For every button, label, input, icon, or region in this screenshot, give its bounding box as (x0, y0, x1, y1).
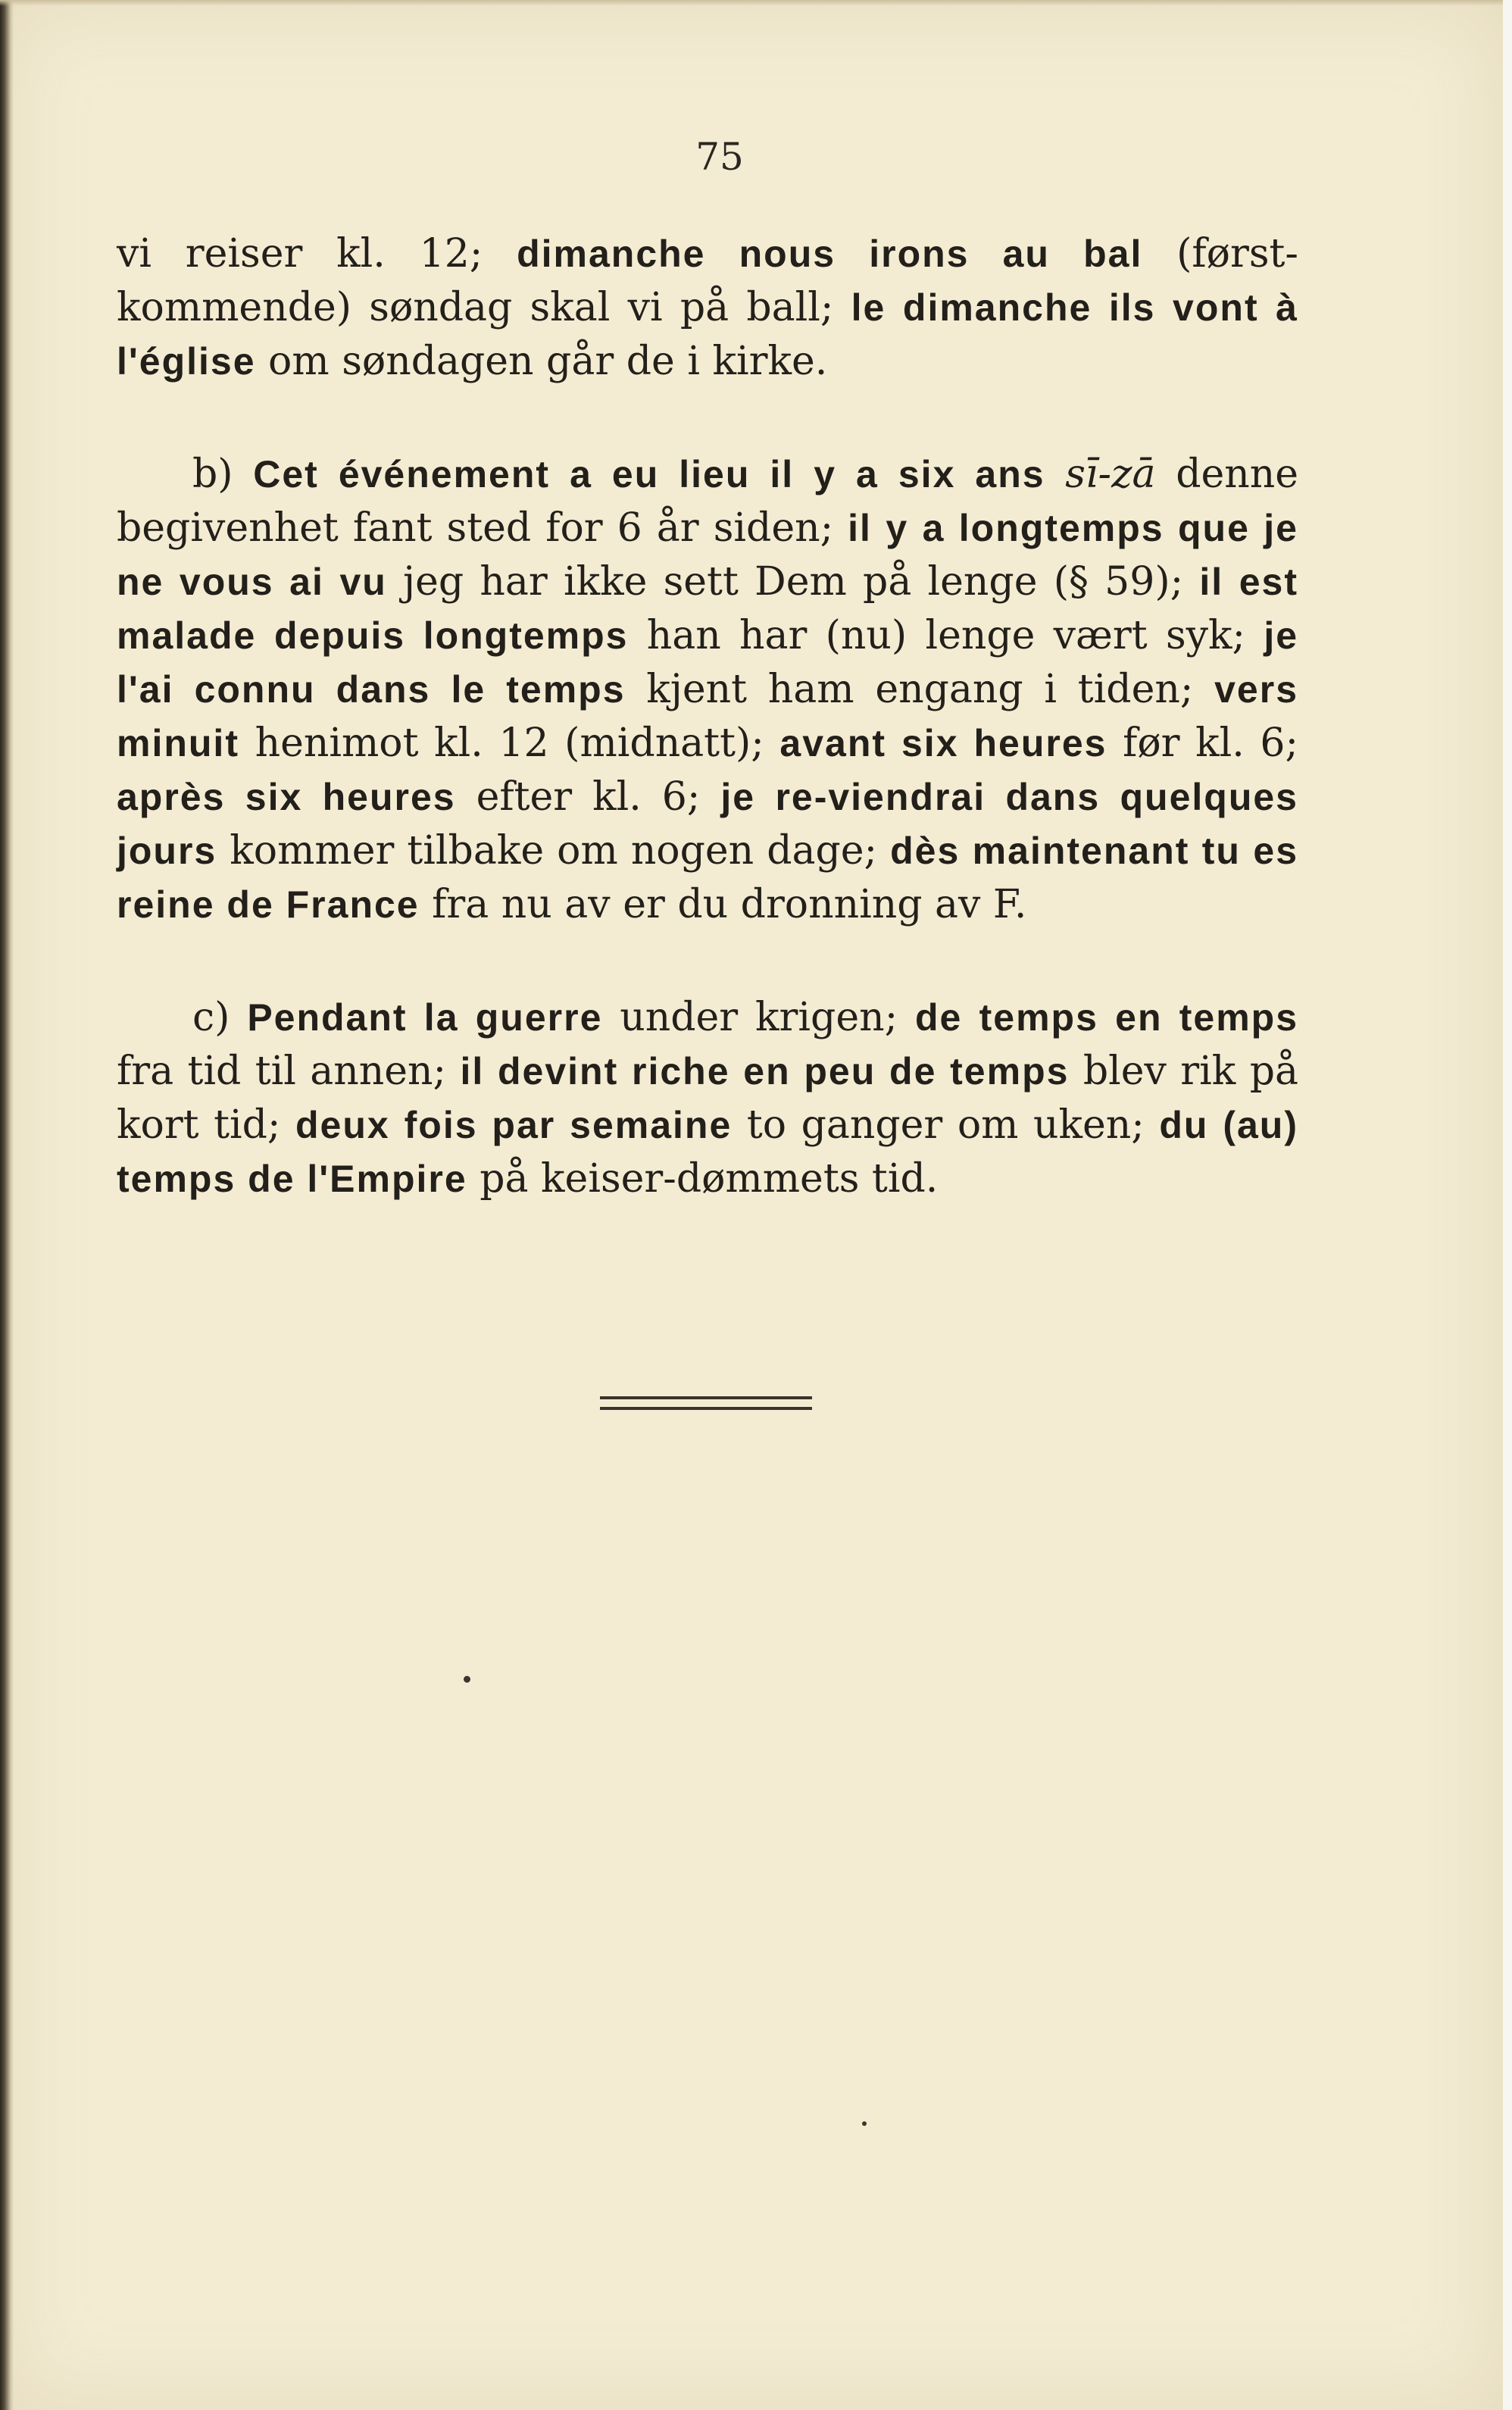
norwegian-text: under krigen; (602, 995, 916, 1040)
norwegian-text: fra nu av er du dronning av F. (419, 882, 1027, 927)
page-margin-edge (1503, 0, 1512, 2410)
norwegian-text: b) (192, 452, 254, 497)
norwegian-text: kommer tilbake om nogen dage; (217, 828, 891, 874)
french-phrase: je re-viendrai dans quelques jours (117, 776, 1298, 872)
norwegian-text: før kl. 6; (1107, 720, 1298, 766)
french-phrase: dès maintenant tu es reine de France (117, 830, 1298, 926)
norwegian-text: om søndagen går de i kirke. (255, 339, 828, 384)
norwegian-text: (først-kommende) søndag skal vi på ball; (117, 231, 1298, 330)
norwegian-text: denne begivenhet fant sted for 6 år siden; (117, 452, 1299, 551)
pronunciation-note: sī-zā (1065, 452, 1156, 497)
french-phrase: il devint riche en peu de temps (460, 1050, 1070, 1092)
section-divider-line (600, 1407, 812, 1410)
book-spine-shadow (0, 0, 14, 2410)
body-text (117, 227, 1298, 1265)
paragraph-a (117, 227, 1298, 389)
norwegian-text: han har (nu) lenge vært syk; (628, 613, 1264, 658)
section-divider-line (600, 1396, 812, 1399)
page-top-edge (0, 0, 1503, 6)
french-phrase: il est malade depuis longtemps (117, 561, 1298, 657)
french-phrase: de temps en temps (915, 996, 1298, 1039)
french-phrase: deux fois par semaine (295, 1104, 733, 1146)
french-phrase: avant six heures (779, 722, 1107, 764)
norwegian-text: c) (192, 995, 248, 1040)
norwegian-text: på keiser-dømmets tid. (467, 1156, 939, 1202)
norwegian-text: to ganger om uken; (732, 1102, 1160, 1148)
paper-speck (464, 1676, 470, 1683)
norwegian-text: kjent ham engang i tiden; (625, 667, 1215, 712)
french-phrase: après six heures (117, 776, 456, 818)
french-phrase: Pendant la guerre (247, 996, 603, 1039)
french-phrase: du (au) temps de l'Empire (117, 1104, 1298, 1200)
page-number: 75 (695, 135, 744, 179)
norwegian-text: henimot kl. 12 (midnatt); (239, 720, 780, 766)
norwegian-text: vi reiser kl. 12; (117, 231, 517, 277)
norwegian-text: blev rik på kort tid; (117, 1049, 1298, 1148)
paragraph-c (117, 991, 1298, 1206)
french-phrase: je l'ai connu dans le temps (117, 614, 1299, 711)
norwegian-text: jeg har ikke sett Dem på lenge (§ 59); (386, 559, 1200, 605)
paragraph-b (117, 448, 1298, 932)
paper-speck (862, 2121, 867, 2126)
french-phrase: dimanche nous irons au bal (517, 233, 1143, 275)
french-phrase: le dimanche ils vont à l'église (117, 286, 1298, 383)
norwegian-text (1045, 452, 1066, 497)
norwegian-text: efter kl. 6; (455, 774, 721, 820)
norwegian-text: fra tid til annen; (117, 1049, 461, 1094)
french-phrase: Cet événement a eu lieu il y a six ans (253, 453, 1045, 495)
french-phrase: il y a longtemps que je ne vous ai vu (117, 507, 1298, 603)
french-phrase: vers minuit (117, 668, 1299, 764)
